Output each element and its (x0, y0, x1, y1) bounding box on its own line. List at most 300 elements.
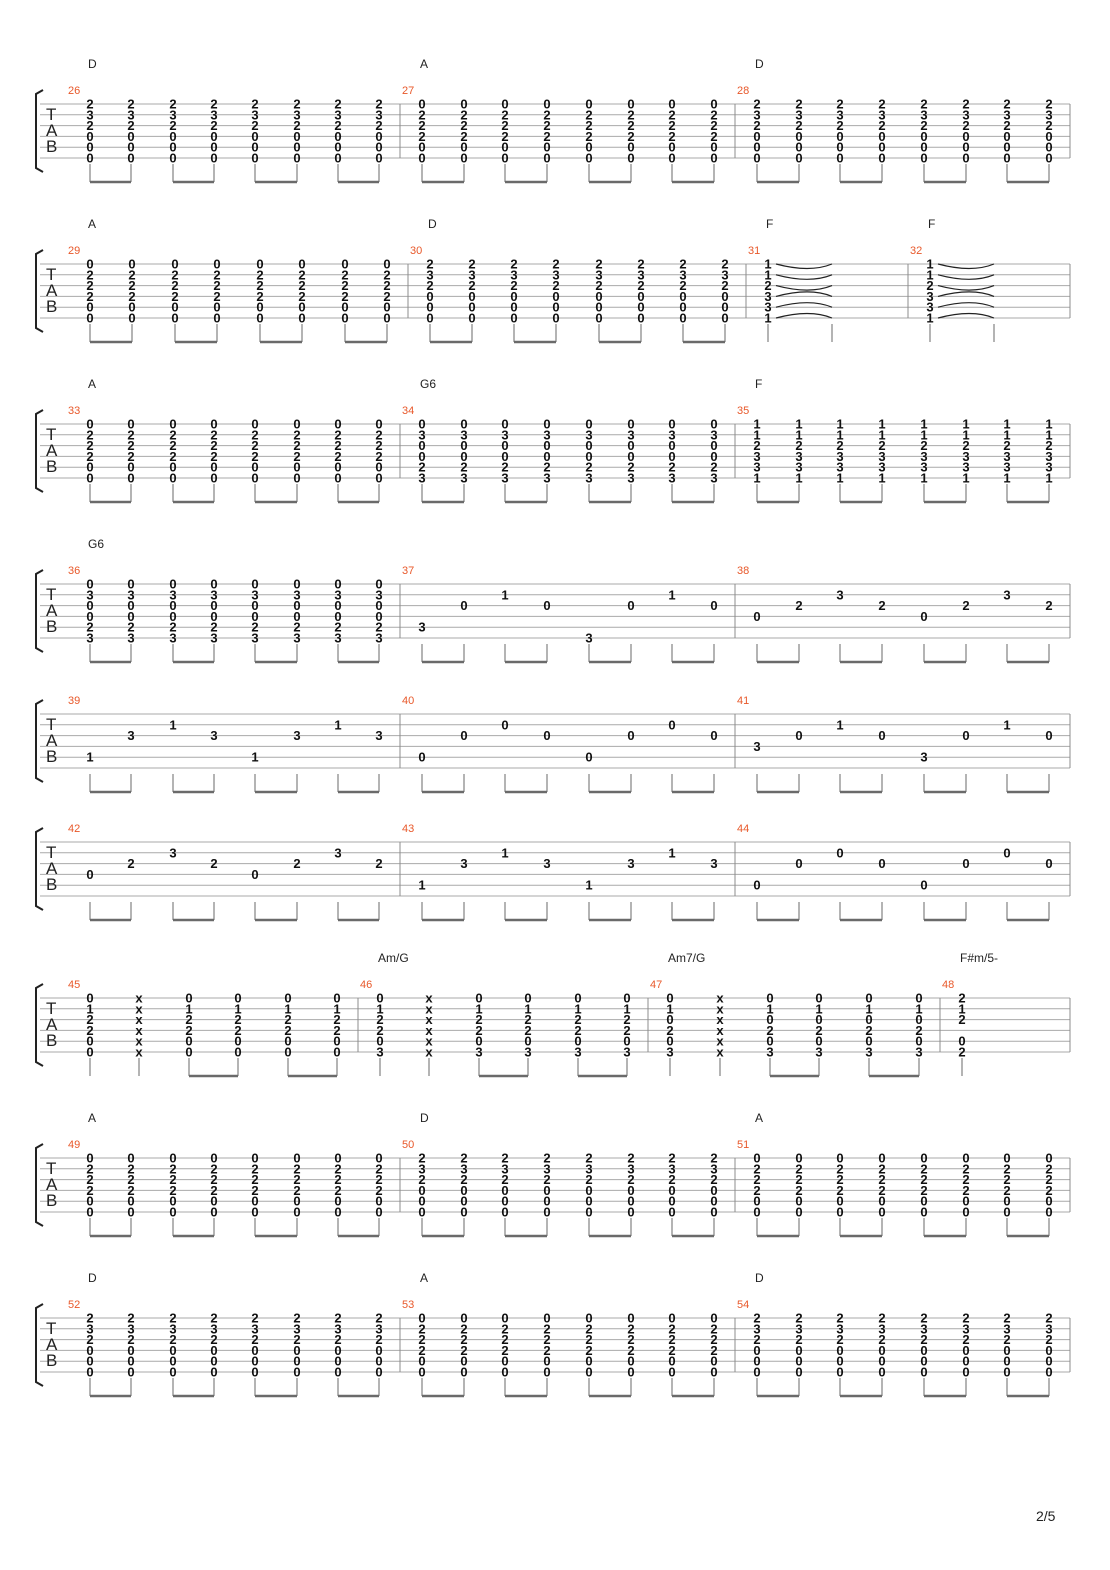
fret-number: 0 (878, 1364, 886, 1380)
fret-number: 2 (418, 128, 426, 144)
fret-number: 3 (962, 459, 970, 475)
fret-number: 0 (795, 150, 803, 166)
tie-arc (938, 292, 994, 297)
fret-number: 0 (251, 128, 259, 144)
measure-number: 44 (737, 823, 750, 835)
fret-number: 0 (962, 1342, 970, 1358)
fret-number: 0 (595, 299, 603, 315)
fret-number: 0 (341, 299, 349, 315)
fret-number: 2 (637, 278, 645, 294)
fret-number: 0 (333, 1044, 341, 1060)
fret-number: 2 (334, 427, 342, 443)
tie-arc (776, 314, 832, 319)
fret-number: 3 (710, 856, 718, 872)
tab-clef-letter: A (46, 121, 58, 140)
fret-number: 2 (501, 107, 509, 123)
measure-number: 31 (748, 245, 761, 257)
fret-number: 0 (878, 1342, 886, 1358)
measure-number: 34 (402, 405, 415, 417)
fret-number: 2 (460, 1332, 468, 1348)
fret-number: 0 (127, 1150, 135, 1166)
fret-number: 3 (836, 107, 844, 123)
fret-number: 0 (501, 448, 509, 464)
fret-number: 3 (210, 630, 218, 646)
fret-number: 0 (298, 299, 306, 315)
fret-number: 0 (920, 877, 928, 893)
fret-number: 2 (1045, 96, 1053, 112)
fret-number: 0 (418, 1364, 426, 1380)
fret-number: 2 (251, 96, 259, 112)
fret-number: 3 (753, 107, 761, 123)
fret-number: 0 (836, 139, 844, 155)
fret-number: 0 (256, 256, 264, 272)
fret-number: 2 (510, 256, 518, 272)
fret-number: 2 (574, 1012, 582, 1028)
measure-number: 45 (68, 979, 81, 991)
fret-number: 3 (127, 1321, 135, 1337)
fret-number: 2 (710, 118, 718, 134)
fret-number: 0 (627, 1353, 635, 1369)
fret-number: 2 (334, 1161, 342, 1177)
fret-number: 2 (185, 1022, 193, 1038)
measure-number: 39 (68, 695, 81, 707)
fret-number: 1 (878, 416, 886, 432)
fret-number: 0 (710, 438, 718, 454)
fret-number: 0 (666, 1033, 674, 1049)
fret-number: 2 (169, 96, 177, 112)
tab-clef-letter: T (46, 715, 57, 734)
fret-number: 3 (710, 1161, 718, 1177)
fret-number: 1 (926, 310, 934, 326)
fret-number: 0 (375, 139, 383, 155)
fret-number: 3 (1003, 448, 1011, 464)
fret-number: 0 (128, 256, 136, 272)
fret-number: 0 (460, 96, 468, 112)
fret-number: 2 (543, 107, 551, 123)
fret-number: 2 (836, 118, 844, 134)
fret-number: 0 (962, 1150, 970, 1166)
fret-number: 0 (86, 866, 94, 882)
fret-number: 2 (333, 1022, 341, 1038)
fret-number: 1 (753, 427, 761, 443)
fret-number: 2 (251, 1182, 259, 1198)
fret-number: 1 (623, 1001, 631, 1017)
fret-number: 0 (86, 310, 94, 326)
fret-number: 0 (627, 1204, 635, 1220)
fret-number: 2 (753, 96, 761, 112)
fret-number: 2 (128, 267, 136, 283)
fret-number: 0 (210, 128, 218, 144)
fret-number: 0 (210, 1353, 218, 1369)
fret-number: 0 (251, 576, 259, 592)
fret-number: 0 (585, 1364, 593, 1380)
fret-number: 2 (795, 1172, 803, 1188)
fret-number: 3 (574, 1044, 582, 1060)
fret-number: 3 (595, 267, 603, 283)
tab-clef-letter: B (46, 1351, 58, 1370)
fret-number: 0 (127, 598, 135, 614)
measure-number: 30 (410, 245, 423, 257)
measure-number: 54 (737, 1299, 750, 1311)
fret-number: 0 (171, 299, 179, 315)
fret-number: 0 (334, 416, 342, 432)
fret-number: 0 (1045, 1193, 1053, 1209)
fret-number: 0 (878, 856, 886, 872)
fret-number: 2 (878, 1161, 886, 1177)
fret-number: 0 (293, 1364, 301, 1380)
fret-number: 0 (878, 1193, 886, 1209)
fret-number: 2 (1045, 1332, 1053, 1348)
fret-number: 3 (334, 587, 342, 603)
fret-number: 0 (127, 1342, 135, 1358)
fret-number: 0 (86, 608, 94, 624)
fret-number: 2 (962, 1310, 970, 1326)
fret-number: 3 (468, 267, 476, 283)
fret-number: 2 (293, 427, 301, 443)
fret-number: 2 (836, 1161, 844, 1177)
fret-number: 0 (293, 1150, 301, 1166)
fret-number: 2 (86, 96, 94, 112)
fret-number: 2 (915, 1022, 923, 1038)
fret-number: 0 (210, 1150, 218, 1166)
fret-number: 1 (815, 1001, 823, 1017)
fret-number: 0 (383, 256, 391, 272)
fret-number: 2 (418, 459, 426, 475)
fret-number: 2 (585, 1321, 593, 1337)
fret-number: 3 (334, 630, 342, 646)
fret-number: 2 (623, 1012, 631, 1028)
fret-number: 0 (127, 608, 135, 624)
fret-number: 0 (710, 1310, 718, 1326)
fret-number: 0 (836, 845, 844, 861)
fret-number: 2 (627, 1342, 635, 1358)
fret-number: 0 (210, 576, 218, 592)
fret-number: 3 (552, 267, 560, 283)
fret-number: 2 (753, 1172, 761, 1188)
fret-number: 0 (418, 96, 426, 112)
measure-number: 46 (360, 979, 373, 991)
fret-number: 0 (460, 438, 468, 454)
fret-number: 0 (251, 866, 259, 882)
fret-number: 1 (795, 416, 803, 432)
fret-number: 2 (962, 1182, 970, 1198)
fret-number: 0 (920, 128, 928, 144)
fret-number: 3 (764, 288, 772, 304)
tab-clef-letter: B (46, 1191, 58, 1210)
fret-number: 0 (836, 1364, 844, 1380)
fret-number: 2 (334, 1310, 342, 1326)
fret-number: x (716, 1001, 724, 1017)
fret-number: 2 (753, 1182, 761, 1198)
fret-number: 0 (878, 150, 886, 166)
fret-number: 0 (334, 1150, 342, 1166)
fret-number: 0 (543, 728, 551, 744)
fret-number: 0 (668, 1193, 676, 1209)
fret-number: 2 (169, 1182, 177, 1198)
fret-number: 1 (574, 1001, 582, 1017)
fret-number: 0 (426, 288, 434, 304)
fret-number: 3 (836, 459, 844, 475)
system-bracket (36, 700, 43, 782)
fret-number: 0 (627, 1364, 635, 1380)
fret-number: 0 (836, 1353, 844, 1369)
fret-number: 0 (501, 150, 509, 166)
fret-number: 2 (552, 256, 560, 272)
fret-number: 0 (334, 576, 342, 592)
fret-number: 2 (962, 1172, 970, 1188)
measure-number: 47 (650, 979, 663, 991)
fret-number: 3 (753, 738, 761, 754)
fret-number: 0 (1045, 1204, 1053, 1220)
fret-number: 0 (341, 310, 349, 326)
fret-number: 3 (920, 749, 928, 765)
fret-number: 0 (86, 416, 94, 432)
fret-number: 2 (251, 1310, 259, 1326)
chord-symbol: D (88, 1271, 97, 1285)
fret-number: 2 (585, 1332, 593, 1348)
fret-number: 1 (501, 845, 509, 861)
fret-number: 2 (543, 1172, 551, 1188)
fret-number: 0 (1045, 1353, 1053, 1369)
fret-number: 3 (920, 107, 928, 123)
fret-number: 3 (418, 619, 426, 635)
fret-number: 3 (293, 630, 301, 646)
fret-number: 0 (962, 1193, 970, 1209)
fret-number: 2 (86, 267, 94, 283)
system-bracket (36, 1304, 43, 1386)
fret-number: 0 (836, 128, 844, 144)
fret-number: 0 (668, 1353, 676, 1369)
fret-number: 3 (460, 856, 468, 872)
fret-number: 0 (679, 299, 687, 315)
fret-number: 2 (710, 1342, 718, 1358)
fret-number: 0 (426, 310, 434, 326)
fret-number: 3 (375, 1321, 383, 1337)
fret-number: 0 (543, 1182, 551, 1198)
fret-number: 3 (753, 459, 761, 475)
fret-number: 2 (668, 1150, 676, 1166)
fret-number: 0 (460, 150, 468, 166)
chord-symbol: A (88, 377, 97, 391)
fret-number: 2 (213, 267, 221, 283)
fret-number: 2 (627, 459, 635, 475)
fret-number: 3 (926, 299, 934, 315)
fret-number: 0 (595, 310, 603, 326)
fret-number: 2 (920, 118, 928, 134)
fret-number: 2 (721, 256, 729, 272)
fret-number: 0 (585, 1182, 593, 1198)
tab-clef-letter: T (46, 425, 57, 444)
fret-number: 0 (920, 608, 928, 624)
fret-number: 0 (637, 299, 645, 315)
fret-number: 0 (251, 598, 259, 614)
fret-number: 0 (210, 1342, 218, 1358)
fret-number: 2 (501, 459, 509, 475)
fret-number: 2 (251, 1172, 259, 1188)
fret-number: 0 (501, 96, 509, 112)
fret-number: 0 (753, 150, 761, 166)
fret-number: 2 (128, 288, 136, 304)
fret-number: 2 (1045, 1172, 1053, 1188)
fret-number: 0 (1003, 1150, 1011, 1166)
fret-number: 2 (574, 1022, 582, 1038)
fret-number: 2 (501, 1342, 509, 1358)
fret-number: 0 (766, 1012, 774, 1028)
fret-number: 1 (878, 427, 886, 443)
fret-number: 2 (213, 288, 221, 304)
fret-number: 2 (298, 288, 306, 304)
fret-number: 0 (375, 1364, 383, 1380)
fret-number: 0 (501, 717, 509, 733)
fret-number: 3 (251, 107, 259, 123)
fret-number: 0 (210, 598, 218, 614)
fret-number: 2 (501, 1332, 509, 1348)
fret-number: 0 (1003, 845, 1011, 861)
fret-number: 0 (1003, 1364, 1011, 1380)
fret-number: 0 (127, 150, 135, 166)
fret-number: 2 (383, 288, 391, 304)
fret-number: 2 (836, 1182, 844, 1198)
fret-number: 0 (962, 728, 970, 744)
fret-number: x (716, 1012, 724, 1028)
fret-number: 2 (293, 118, 301, 134)
fret-number: 0 (251, 150, 259, 166)
fret-number: 0 (753, 1204, 761, 1220)
fret-number: 0 (383, 299, 391, 315)
tab-clef-letter: T (46, 843, 57, 862)
fret-number: 0 (383, 310, 391, 326)
fret-number: 2 (334, 118, 342, 134)
fret-number: 2 (213, 278, 221, 294)
fret-number: 0 (920, 1364, 928, 1380)
fret-number: 2 (460, 107, 468, 123)
fret-number: 2 (595, 278, 603, 294)
fret-number: 2 (127, 1161, 135, 1177)
fret-number: 2 (543, 1332, 551, 1348)
fret-number: 2 (460, 1321, 468, 1337)
fret-number: 2 (210, 427, 218, 443)
fret-number: 2 (753, 1161, 761, 1177)
fret-number: 2 (375, 438, 383, 454)
fret-number: 3 (795, 1321, 803, 1337)
fret-number: 0 (627, 416, 635, 432)
fret-number: 1 (795, 427, 803, 443)
fret-number: 2 (210, 1310, 218, 1326)
fret-number: 0 (460, 139, 468, 155)
fret-number: 0 (543, 438, 551, 454)
tab-clef-letter: B (46, 1031, 58, 1050)
fret-number: 2 (543, 459, 551, 475)
fret-number: 2 (418, 1172, 426, 1188)
chord-symbol: A (88, 1111, 97, 1125)
fret-number: 2 (623, 1022, 631, 1038)
fret-number: 3 (795, 107, 803, 123)
fret-number: 2 (334, 1172, 342, 1188)
fret-number: 0 (375, 1353, 383, 1369)
fret-number: 0 (169, 598, 177, 614)
fret-number: 2 (468, 278, 476, 294)
fret-number: 0 (169, 150, 177, 166)
fret-number: 2 (668, 118, 676, 134)
fret-number: 0 (668, 96, 676, 112)
fret-number: 2 (86, 619, 94, 635)
fret-number: 3 (510, 267, 518, 283)
chord-symbol: Am/G (378, 951, 409, 965)
fret-number: 3 (1045, 448, 1053, 464)
tie-arc (938, 303, 994, 308)
fret-number: 0 (293, 1193, 301, 1209)
fret-number: 0 (795, 1204, 803, 1220)
fret-number: 0 (210, 470, 218, 486)
fret-number: 2 (169, 1310, 177, 1326)
fret-number: 3 (836, 1321, 844, 1337)
fret-number: 2 (878, 1310, 886, 1326)
fret-number: 0 (334, 459, 342, 475)
fret-number: 2 (543, 1321, 551, 1337)
fret-number: 0 (284, 1033, 292, 1049)
fret-number: 0 (543, 448, 551, 464)
fret-number: 3 (334, 845, 342, 861)
fret-number: 2 (510, 278, 518, 294)
fret-number: 0 (86, 576, 94, 592)
fret-number: 0 (460, 1193, 468, 1209)
fret-number: 2 (86, 1182, 94, 1198)
fret-number: 2 (210, 118, 218, 134)
fret-number: 3 (127, 630, 135, 646)
tie-arc (776, 303, 832, 308)
fret-number: 3 (795, 459, 803, 475)
fret-number: 1 (524, 1001, 532, 1017)
fret-number: 0 (213, 299, 221, 315)
fret-number: 0 (210, 1364, 218, 1380)
fret-number: 0 (878, 128, 886, 144)
fret-number: 2 (293, 619, 301, 635)
chord-symbol: G6 (420, 377, 437, 391)
fret-number: 1 (501, 587, 509, 603)
fret-number: x (716, 1044, 724, 1060)
tab-clef-letter: B (46, 137, 58, 156)
measure-number: 50 (402, 1139, 415, 1151)
fret-number: 2 (795, 118, 803, 134)
fret-number: 0 (210, 1204, 218, 1220)
fret-number: 0 (915, 1012, 923, 1028)
fret-number: 0 (501, 1310, 509, 1326)
fret-number: 2 (543, 1150, 551, 1166)
fret-number: 0 (334, 1204, 342, 1220)
fret-number: 2 (878, 598, 886, 614)
fret-number: 0 (766, 990, 774, 1006)
tab-clef-letter: T (46, 105, 57, 124)
fret-number: 2 (334, 1182, 342, 1198)
fret-number: 2 (383, 278, 391, 294)
fret-number: 2 (475, 1012, 483, 1028)
fret-number: 0 (836, 1204, 844, 1220)
fret-number: 3 (418, 470, 426, 486)
fret-number: 2 (418, 107, 426, 123)
fret-number: 0 (637, 288, 645, 304)
fret-number: 3 (1003, 107, 1011, 123)
fret-number: 0 (460, 448, 468, 464)
system-bracket (36, 410, 43, 492)
fret-number: 0 (251, 1150, 259, 1166)
fret-number: 2 (710, 1321, 718, 1337)
fret-number: 0 (468, 288, 476, 304)
fret-number: x (716, 1033, 724, 1049)
fret-number: 3 (475, 1044, 483, 1060)
fret-number: 0 (418, 438, 426, 454)
fret-number: 1 (764, 256, 772, 272)
tie-arc (938, 275, 994, 280)
